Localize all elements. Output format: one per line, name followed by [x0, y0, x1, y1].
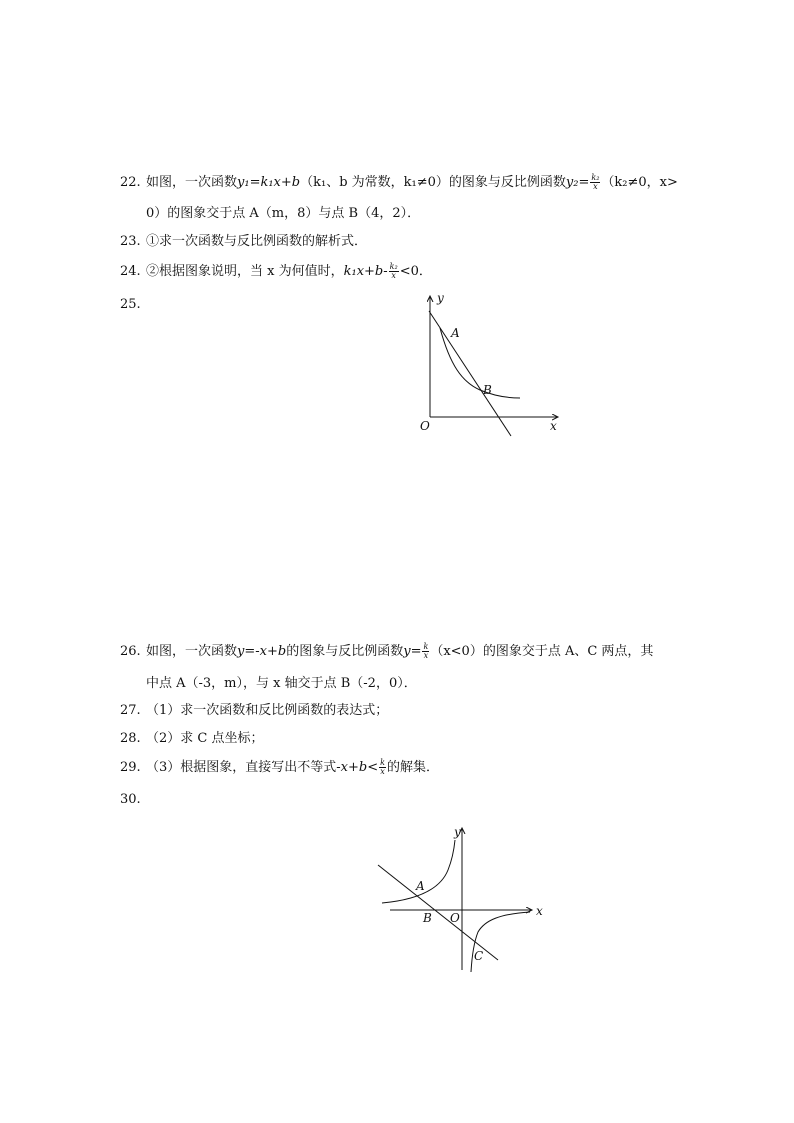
question-number: 30. [120, 792, 141, 807]
q25-line [120, 295, 146, 315]
linear-function-line [378, 865, 498, 960]
graph-2 [370, 820, 560, 980]
fraction-k-over-x: $\frac{k}{x}$ [423, 642, 429, 660]
question-number: 25. [120, 297, 141, 312]
q30-line [120, 790, 146, 810]
fraction-k2-over-x: $\frac{\text{k₂}}{x}$ [389, 262, 398, 280]
linear-function-expr: y=-x+b [237, 644, 287, 659]
point-b-label: B [483, 383, 492, 397]
y-axis-label: y [454, 825, 461, 839]
q26-line1: 26. 如图，一次函数y=-x+b的图象与反比例函数y= $\frac{k}{x}$ （x<0）的图象交于点 A、C 两点，其 [120, 642, 654, 660]
q29-line: 29. （3）根据图象，直接写出不等式-x+b< $\frac{k}{x}$ 的解集． [120, 758, 439, 776]
question-number: 28. [120, 731, 141, 746]
question-number: 26. [120, 644, 141, 659]
q22-line1: 22. 如图，一次函数y₁=k₁x+b（k₁、b 为常数，k₁≠0）的图象与反比例函数y₂= $\frac{\text{k₂}}{x}$ （k₂≠0，x> [120, 173, 678, 191]
x-axis-label: x [536, 904, 543, 918]
point-b-label: B [423, 911, 432, 925]
origin-label: O [450, 911, 460, 925]
linear-function-expr: y₁=k₁x+b [237, 175, 301, 190]
point-a-label: A [416, 879, 425, 893]
origin-label: O [420, 419, 430, 433]
fraction-k2-over-x: $\frac{\text{k₂}}{x}$ [591, 173, 600, 191]
question-number: 27. [120, 703, 141, 718]
question-number: 22. [120, 175, 141, 190]
inverse-curve-lower-right [471, 912, 530, 972]
q24-line: 24. ②根据图象说明，当 x 为何值时，k₁x+b- $\frac{\text{k₂}}{x}$ <0． [120, 262, 432, 280]
fraction-k-over-x: $\frac{k}{x}$ [380, 758, 385, 776]
x-axis-label: x [550, 419, 557, 433]
q23-line: 23. ①求一次函数与反比例函数的解析式． [120, 232, 367, 252]
question-number: 29. [120, 760, 141, 775]
question-number: 23. [120, 234, 141, 249]
y-axis-label: y [437, 291, 444, 305]
q28-line: 28. （2）求 C 点坐标； [120, 729, 263, 749]
point-c-label: C [474, 949, 484, 963]
graph-1 [400, 290, 570, 440]
point-a-label: A [451, 326, 460, 340]
q22-line2: 0）的图象交于点 A（m，8）与点 B（4，2）． [146, 206, 421, 221]
q26-line2: 中点 A（-3，m），与 x 轴交于点 B（-2，0）． [146, 676, 417, 691]
inverse-curve-upper-left [382, 840, 455, 903]
question-number: 24. [120, 264, 141, 279]
q27-line: 27. （1）求一次函数和反比例函数的表达式； [120, 701, 388, 721]
